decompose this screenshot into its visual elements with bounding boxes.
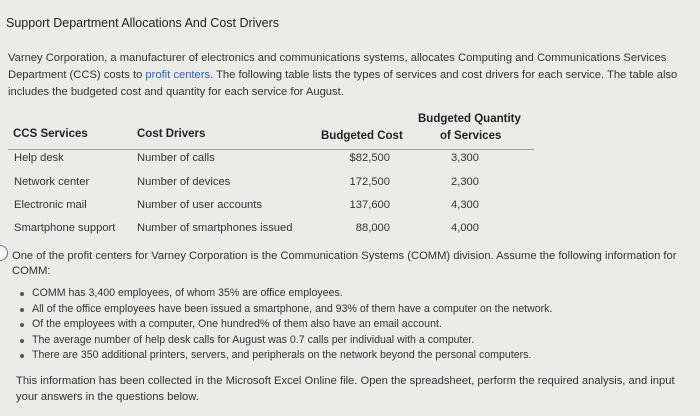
list-item: There are 350 additional printers, servers, and peripherals on the network beyond the personal computers. xyxy=(18,348,552,364)
service-cell: Electronic mail xyxy=(14,199,87,211)
quantity-cell: 3,300 xyxy=(451,152,479,164)
header-cost-drivers: Cost Drivers xyxy=(137,128,206,140)
cost-cell: 137,600 xyxy=(349,199,390,211)
footer-instructions: This information has been collected in the Microsoft Excel Online file. Open the spreadsheet, perform the required analysis, and input your answers in the questions below. xyxy=(16,375,675,403)
table-row xyxy=(0,222,700,240)
service-cell: Smartphone support xyxy=(14,222,116,234)
quantity-cell: 2,300 xyxy=(451,176,479,188)
list-item: Of the employees with a computer, One hundred% of them also have an email account. xyxy=(18,317,552,333)
service-cell: Network center xyxy=(14,176,90,188)
driver-cell: Number of devices xyxy=(137,176,231,188)
radio-button[interactable] xyxy=(0,245,8,261)
cost-cell: $82,500 xyxy=(349,152,390,164)
comm-facts-list xyxy=(18,286,552,364)
quantity-cell: 4,300 xyxy=(451,199,479,211)
table-row xyxy=(0,152,700,170)
intro-text-1: Varney Corporation, a manufacturer of electronics and communications systems, allocates Computing and Communications Services Department (CCS) costs to xyxy=(8,52,667,81)
cost-cell: 88,000 xyxy=(355,222,390,234)
header-ccs-services: CCS Services xyxy=(13,128,88,140)
list-item: The average number of help desk calls for August was 0.7 calls per individual with a computer. xyxy=(18,333,552,349)
header-budgeted-cost: Budgeted Cost xyxy=(321,130,403,142)
driver-cell: Number of user accounts xyxy=(137,199,262,211)
cost-cell: 172,500 xyxy=(349,176,390,188)
header-of-services: of Services xyxy=(440,130,502,142)
page-title: Support Department Allocations And Cost Drivers xyxy=(6,16,280,30)
service-cell: Help desk xyxy=(14,152,64,164)
header-divider xyxy=(8,149,534,150)
list-item: COMM has 3,400 employees, of whom 35% are office employees. xyxy=(18,286,552,302)
driver-cell: Number of smartphones issued xyxy=(137,222,293,234)
table-row xyxy=(0,199,700,217)
quantity-cell: 4,000 xyxy=(451,222,479,234)
profit-centers-link[interactable]: profit centers xyxy=(145,69,211,81)
intro-paragraph xyxy=(8,50,698,101)
intro-text-2: . The following table lists the types of services and cost drivers for each service. The table also includes the budgeted cost and quantity for each service for August. xyxy=(8,69,678,98)
table-row xyxy=(0,176,700,194)
header-budgeted-quantity: Budgeted Quantity xyxy=(418,113,521,125)
driver-cell: Number of calls xyxy=(137,152,215,164)
list-item: All of the office employees have been issued a smartphone, and 93% of them have a computer on the network. xyxy=(18,302,552,318)
comm-note: One of the profit centers for Varney Corporation is the Communication Systems (COMM) division. Assume the following information for COMM: xyxy=(12,250,677,277)
